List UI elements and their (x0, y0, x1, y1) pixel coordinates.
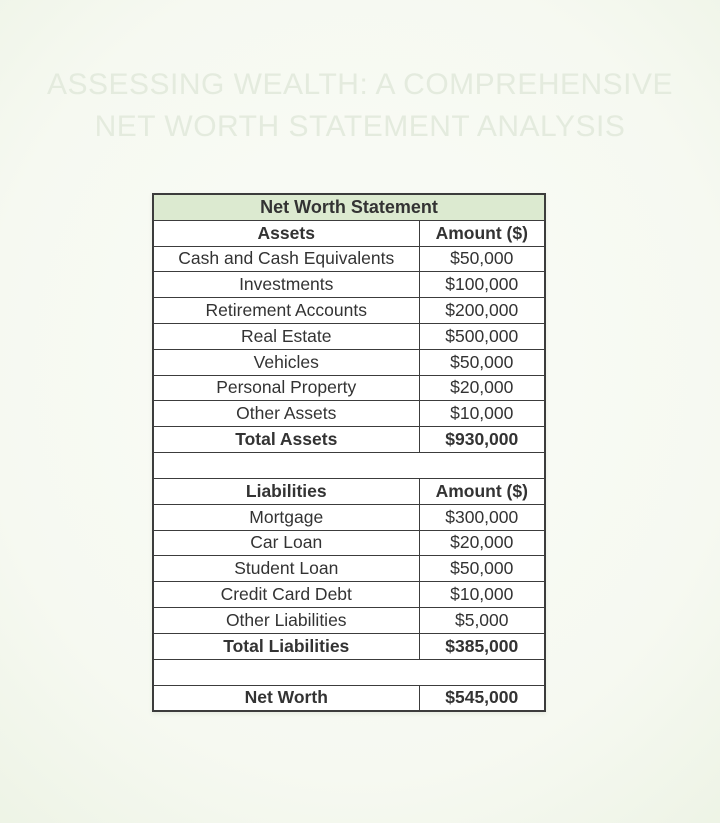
asset-label: Other Assets (153, 401, 419, 427)
net-worth-row (153, 685, 545, 711)
liability-row-mortgage (153, 504, 545, 530)
table-title-row (153, 194, 545, 220)
assets-amount-column-header: Amount ($) (419, 220, 545, 246)
asset-label: Personal Property (153, 375, 419, 401)
section-spacer-row (153, 659, 545, 685)
spacer-cell (153, 659, 545, 685)
liabilities-column-header: Liabilities (153, 478, 419, 504)
asset-amount: $500,000 (419, 323, 545, 349)
net-worth-label: Net Worth (153, 685, 419, 711)
total-liabilities-amount: $385,000 (419, 633, 545, 659)
page-title (0, 64, 720, 148)
page-title-line1: ASSESSING WEALTH: A COMPREHENSIVE (46, 68, 674, 101)
total-assets-amount: $930,000 (419, 427, 545, 453)
liability-label: Student Loan (153, 556, 419, 582)
liability-row-other-liabilities (153, 607, 545, 633)
page-title-line2: NET WORTH STATEMENT ANALYSIS (94, 110, 626, 143)
total-assets-row (153, 427, 545, 453)
asset-row-vehicles (153, 349, 545, 375)
total-assets-label: Total Assets (153, 427, 419, 453)
liabilities-amount-column-header: Amount ($) (419, 478, 545, 504)
asset-row-cash (153, 246, 545, 272)
assets-column-header: Assets (153, 220, 419, 246)
total-liabilities-row (153, 633, 545, 659)
liability-row-credit-card-debt (153, 582, 545, 608)
asset-label: Real Estate (153, 323, 419, 349)
asset-row-real-estate (153, 323, 545, 349)
asset-row-other-assets (153, 401, 545, 427)
liability-amount: $50,000 (419, 556, 545, 582)
asset-label: Retirement Accounts (153, 298, 419, 324)
liability-amount: $300,000 (419, 504, 545, 530)
asset-label: Cash and Cash Equivalents (153, 246, 419, 272)
liability-label: Credit Card Debt (153, 582, 419, 608)
asset-label: Vehicles (153, 349, 419, 375)
asset-amount: $100,000 (419, 272, 545, 298)
section-spacer-row (153, 452, 545, 478)
table-title: Net Worth Statement (153, 194, 545, 220)
liability-amount: $20,000 (419, 530, 545, 556)
liability-row-student-loan (153, 556, 545, 582)
asset-label: Investments (153, 272, 419, 298)
spacer-cell (153, 452, 545, 478)
asset-row-retirement-accounts (153, 298, 545, 324)
liability-label: Car Loan (153, 530, 419, 556)
asset-row-investments (153, 272, 545, 298)
asset-amount: $50,000 (419, 349, 545, 375)
liability-amount: $10,000 (419, 582, 545, 608)
liabilities-header-row (153, 478, 545, 504)
asset-amount: $50,000 (419, 246, 545, 272)
liability-label: Other Liabilities (153, 607, 419, 633)
asset-amount: $200,000 (419, 298, 545, 324)
assets-header-row (153, 220, 545, 246)
asset-amount: $10,000 (419, 401, 545, 427)
asset-amount: $20,000 (419, 375, 545, 401)
asset-row-personal-property (153, 375, 545, 401)
liability-amount: $5,000 (419, 607, 545, 633)
net-worth-amount: $545,000 (419, 685, 545, 711)
liability-label: Mortgage (153, 504, 419, 530)
net-worth-statement-table (152, 193, 546, 712)
liability-row-car-loan (153, 530, 545, 556)
total-liabilities-label: Total Liabilities (153, 633, 419, 659)
